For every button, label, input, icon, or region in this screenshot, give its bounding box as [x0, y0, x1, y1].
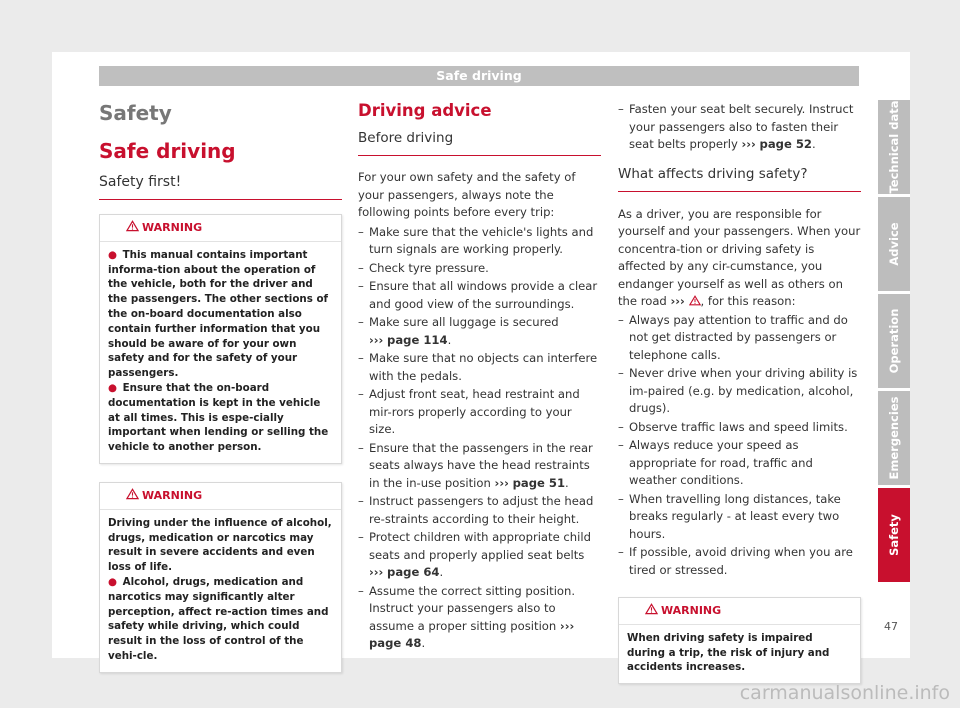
- subsection-heading: Before driving: [358, 130, 601, 156]
- list-item: – Check tyre pressure.: [358, 260, 489, 275]
- warning-triangle-icon[interactable]: [689, 295, 701, 306]
- list-item: – Never drive when your driving ability is im-paired (e.g. by medication, alcohol, drugs).: [618, 366, 858, 415]
- ref-arrow-icon: ›››: [369, 332, 384, 347]
- tab-emergencies[interactable]: Emergencies: [878, 391, 910, 485]
- page-link[interactable]: page 51: [512, 475, 566, 490]
- list-item: – Always pay attention to traffic and do not get distracted by passengers or telephone calls.: [618, 312, 848, 362]
- list-item: – Instruct passengers to adjust the head re-straints according to their height.: [358, 494, 594, 526]
- list-item: – Make sure all luggage is secured ››› page 114.: [358, 315, 559, 347]
- tab-operation[interactable]: Operation: [878, 294, 910, 388]
- chapter-title: Safe driving: [99, 139, 236, 163]
- tab-technical-data[interactable]: Technical data: [878, 100, 910, 194]
- tab-safety[interactable]: Safety: [878, 488, 910, 582]
- list-item: – Make sure that the vehicle's lights and turn signals are working properly.: [358, 224, 594, 256]
- list-item: – Ensure that the passengers in the rear seats always have the head restraints in the in-use position ››› page 51.: [358, 440, 593, 490]
- intro-paragraph: For your own safety and the safety of your passengers, always note the following points before every trip:: [358, 170, 576, 219]
- checklist-continued: [618, 101, 861, 154]
- warning-box: [99, 214, 342, 464]
- warning-label: WARNING: [661, 604, 722, 617]
- warning-label: WARNING: [142, 488, 203, 502]
- column-3: [618, 100, 861, 684]
- bullet-icon: ●: [108, 248, 117, 261]
- section-title: Safety: [99, 101, 172, 125]
- ref-arrow-icon: ›››: [369, 565, 384, 579]
- warning-label: WARNING: [142, 221, 203, 234]
- tab-advice[interactable]: Advice: [878, 197, 910, 291]
- column-2: [358, 100, 601, 653]
- warning-intro: Driving under the influence of alcohol, drugs, medication or narcotics may result in severe accidents and even loss of life.: [108, 516, 332, 574]
- list-item: – Ensure that all windows provide a clear and good view of the surroundings.: [358, 279, 598, 311]
- warning-box: [99, 482, 342, 673]
- warning-text: When driving safety is impaired during a trip, the risk of injury and accidents increases.: [627, 631, 830, 674]
- warning-triangle-icon: [645, 603, 658, 615]
- list-item: – Observe traffic laws and speed limits.: [618, 419, 848, 434]
- ref-arrow-icon: ›››: [559, 618, 575, 633]
- list-item: – If possible, avoid driving when you are tired or stressed.: [618, 545, 853, 577]
- bullet-icon: ●: [108, 381, 117, 394]
- list-item: – When travelling long distances, take breaks regularly - at least every two hours.: [618, 491, 841, 541]
- page-link[interactable]: page 52: [759, 137, 812, 151]
- ref-arrow-icon: ›››: [494, 475, 509, 490]
- warning-item: ● This manual contains important informa-tion about the operation of the vehicle, both for the driver and the passengers. The other sections of the on-board documentation also contain further information that you should be aware of for your own safety and for the safety of your passengers.: [108, 248, 329, 380]
- warning-triangle-icon: [126, 488, 139, 500]
- warning-header: [619, 598, 860, 625]
- warning-triangle-icon: [126, 220, 139, 232]
- subsection-heading: What affects driving safety?: [618, 166, 861, 192]
- page-link[interactable]: page 114: [387, 332, 448, 347]
- list-item: – Adjust front seat, head restraint and mir-rors properly according to your size.: [358, 387, 580, 436]
- running-header: Safe driving: [99, 66, 859, 86]
- list-item: – Fasten your seat belt securely. Instruct your passengers also to fasten their seat belts properly ››› page 52.: [618, 102, 854, 151]
- warning-box: [618, 597, 861, 684]
- section-heading: Driving advice: [358, 101, 492, 120]
- list-item: – Make sure that no objects can interfere with the pedals.: [358, 351, 598, 383]
- warning-header: [100, 215, 341, 242]
- page-number: 47: [884, 620, 898, 633]
- subchapter-title: Safety first!: [99, 174, 342, 200]
- ref-arrow-icon: ›››: [670, 294, 685, 308]
- bullet-icon: ●: [108, 575, 117, 588]
- warning-item: ● Alcohol, drugs, medication and narcotics may significantly alter perception, affect re-action times and safety while driving, which could result in the loss of control of the vehi-cle.: [108, 575, 329, 662]
- page-link[interactable]: page 48: [369, 636, 422, 650]
- watermark: carmanualsonline.info: [739, 682, 950, 704]
- warning-item: ● Ensure that the on-board documentation is kept in the vehicle at all times. This is espe-cially important when lending or selling the vehicle to another person.: [108, 381, 329, 454]
- checklist: [358, 224, 601, 653]
- paragraph: As a driver, you are responsible for yourself and your passengers. When your concentra-tion or driving safety is affected by any cir-cumstance, you endanger yourself as well as others on the road ››› , for this reason:: [618, 206, 861, 308]
- ref-arrow-icon: ›››: [741, 137, 756, 151]
- checklist: [618, 312, 861, 580]
- list-item: – Protect children with appropriate child seats and properly applied seat belts ››› page 64.: [358, 530, 591, 579]
- list-item: – Assume the correct sitting position. Instruct your passengers also to assume a proper sitting position ››› page 48.: [358, 583, 576, 650]
- warning-header: [100, 483, 341, 510]
- column-1: [99, 100, 342, 673]
- list-item: – Always reduce your speed as appropriate for road, traffic and weather conditions.: [618, 438, 813, 487]
- page-link[interactable]: page 64: [387, 565, 440, 579]
